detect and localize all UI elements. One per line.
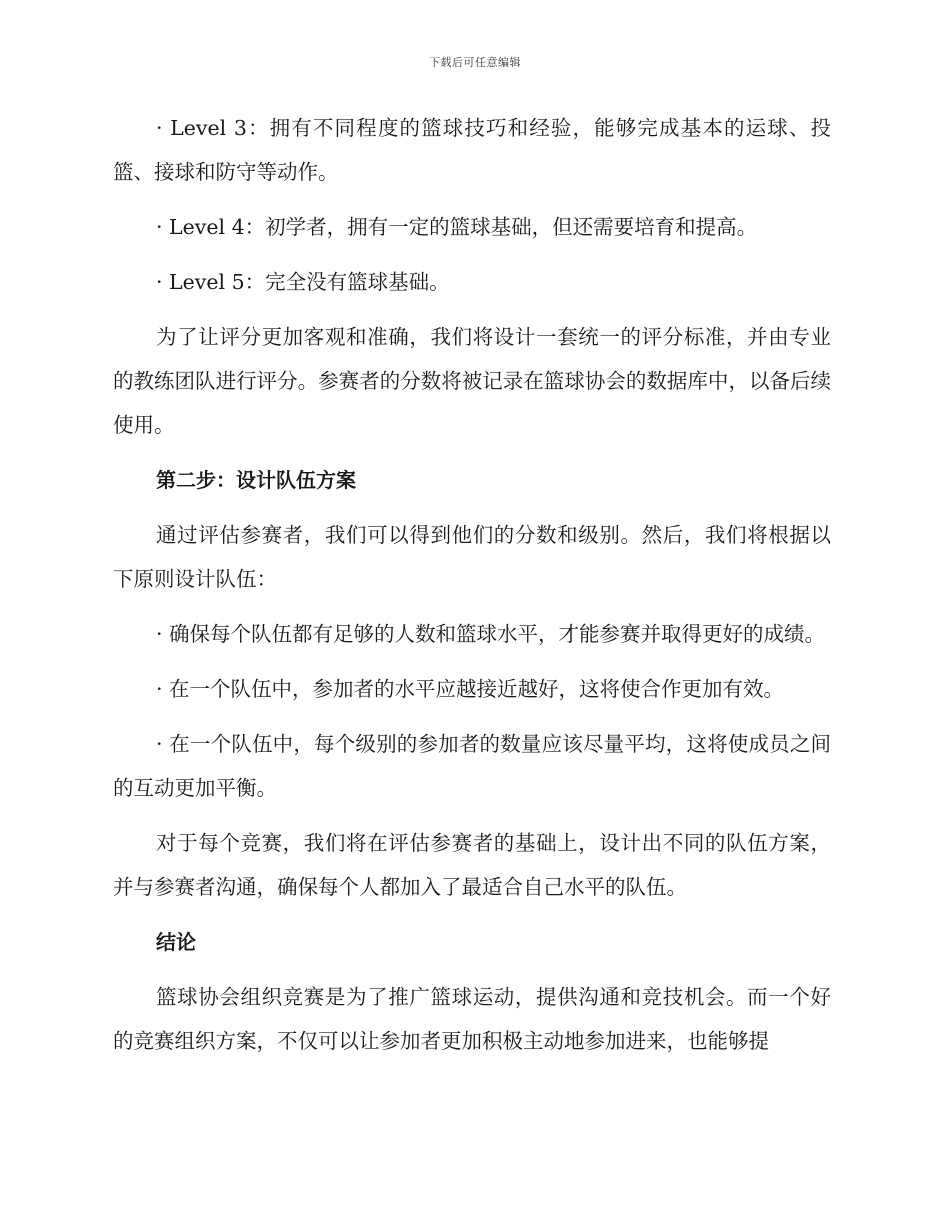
list-item-principle-3: · 在一个队伍中，每个级别的参加者的数量应该尽量平均，这将使成员之间的互动更加平衡。: [113, 732, 831, 800]
paragraph-team-design-intro: 通过评估参赛者，我们可以得到他们的分数和级别。然后，我们将根据以下原则设计队伍：: [113, 523, 831, 591]
list-item-level-5: · Level 5：完全没有篮球基础。: [156, 270, 450, 294]
paragraph-scoring: 为了让评分更加客观和准确，我们将设计一套统一的评分标准，并由专业的教练团队进行评分。参赛者的分数将被记录在篮球协会的数据库中，以备后续使用。: [113, 325, 831, 437]
header-note: 下载后可任意编辑: [429, 56, 521, 69]
document-body: [113, 106, 831, 1074]
list-item-principle-2: · 在一个队伍中，参加者的水平应越接近越好，这将使合作更加有效。: [156, 677, 785, 701]
section-heading-conclusion: 结论: [156, 930, 196, 954]
paragraph-team-plan: 对于每个竞赛，我们将在评估参赛者的基础上，设计出不同的队伍方案，并与参赛者沟通，确保每个人都加入了最适合自己水平的队伍。: [113, 831, 831, 899]
list-item-principle-1: · 确保每个队伍都有足够的人数和篮球水平，才能参赛并取得更好的成绩。: [156, 622, 826, 646]
list-item-level-3: · Level 3：拥有不同程度的篮球技巧和经验，能够完成基本的运球、投篮、接球和防守等动作。: [113, 116, 831, 184]
paragraph-conclusion: 篮球协会组织竞赛是为了推广篮球运动，提供沟通和竞技机会。而一个好的竞赛组织方案，不仅可以让参加者更加积极主动地参加进来，也能够提: [113, 985, 831, 1053]
section-heading-step-two: 第二步：设计队伍方案: [156, 468, 356, 492]
list-item-level-4: · Level 4：初学者，拥有一定的篮球基础，但还需要培育和提高。: [156, 215, 758, 239]
